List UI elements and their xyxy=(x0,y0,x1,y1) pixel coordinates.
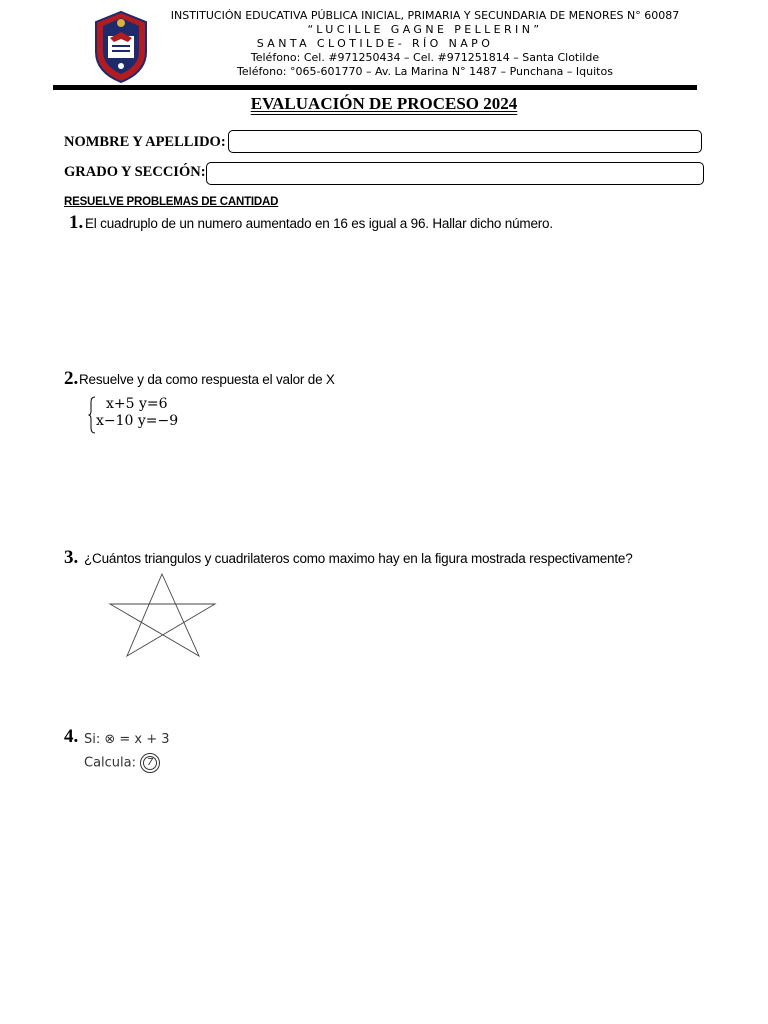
phone-line-1: Teléfono: Cel. #971250434 – Cel. #971251814 – Santa Clotilde xyxy=(250,51,600,64)
section-title: RESUELVE PROBLEMAS DE CANTIDAD xyxy=(64,196,279,208)
grade-input-box[interactable] xyxy=(206,162,704,185)
question-1-number: 1. xyxy=(69,212,84,233)
equation-system xyxy=(88,395,208,435)
question-3-text: ¿Cuántos triangulos y cuadrilateros como maximo hay en la figura mostrada respectivamente? xyxy=(84,551,633,566)
name-label: NOMBRE Y APELLIDO: xyxy=(64,134,226,150)
circled-value: 7 xyxy=(143,756,157,770)
question-4-prompt xyxy=(84,753,160,773)
question-4-definition: Si: ⊗ = x + 3 xyxy=(84,732,170,747)
school-location: SANTA CLOTILDE- RÍO NAPO xyxy=(256,37,494,50)
name-input-box[interactable] xyxy=(228,130,702,153)
question-1-text: El cuadruplo de un numero aumentado en 16 es igual a 96. Hallar dicho número. xyxy=(85,216,553,231)
double-circle-operator xyxy=(140,753,160,773)
school-name: INSTITUCIÓN EDUCATIVA PÚBLICA INICIAL, PRIMARIA Y SECUNDARIA DE MENORES N° 60087 xyxy=(170,9,680,22)
question-2-text: Resuelve y da como respuesta el valor de X xyxy=(79,372,335,387)
header-divider xyxy=(53,85,697,90)
phone-line-2: Teléfono: °065-601770 – Av. La Marina N° 1487 – Punchana – Iquitos xyxy=(237,65,613,78)
question-3-number: 3. xyxy=(64,547,79,568)
equation-2: x−10 y=−9 xyxy=(96,413,179,429)
grade-label: GRADO Y SECCIÓN: xyxy=(64,164,206,180)
school-motto: “LUCILLE GAGNE PELLERIN” xyxy=(307,23,543,36)
exam-title: EVALUACIÓN DE PROCESO 2024 xyxy=(250,94,518,113)
question-4-number: 4. xyxy=(64,726,79,747)
equation-1: x+5 y=6 xyxy=(106,396,168,412)
pentagram-figure xyxy=(108,571,218,659)
calcula-label: Calcula: xyxy=(84,755,136,771)
question-2-number: 2. xyxy=(64,368,79,389)
